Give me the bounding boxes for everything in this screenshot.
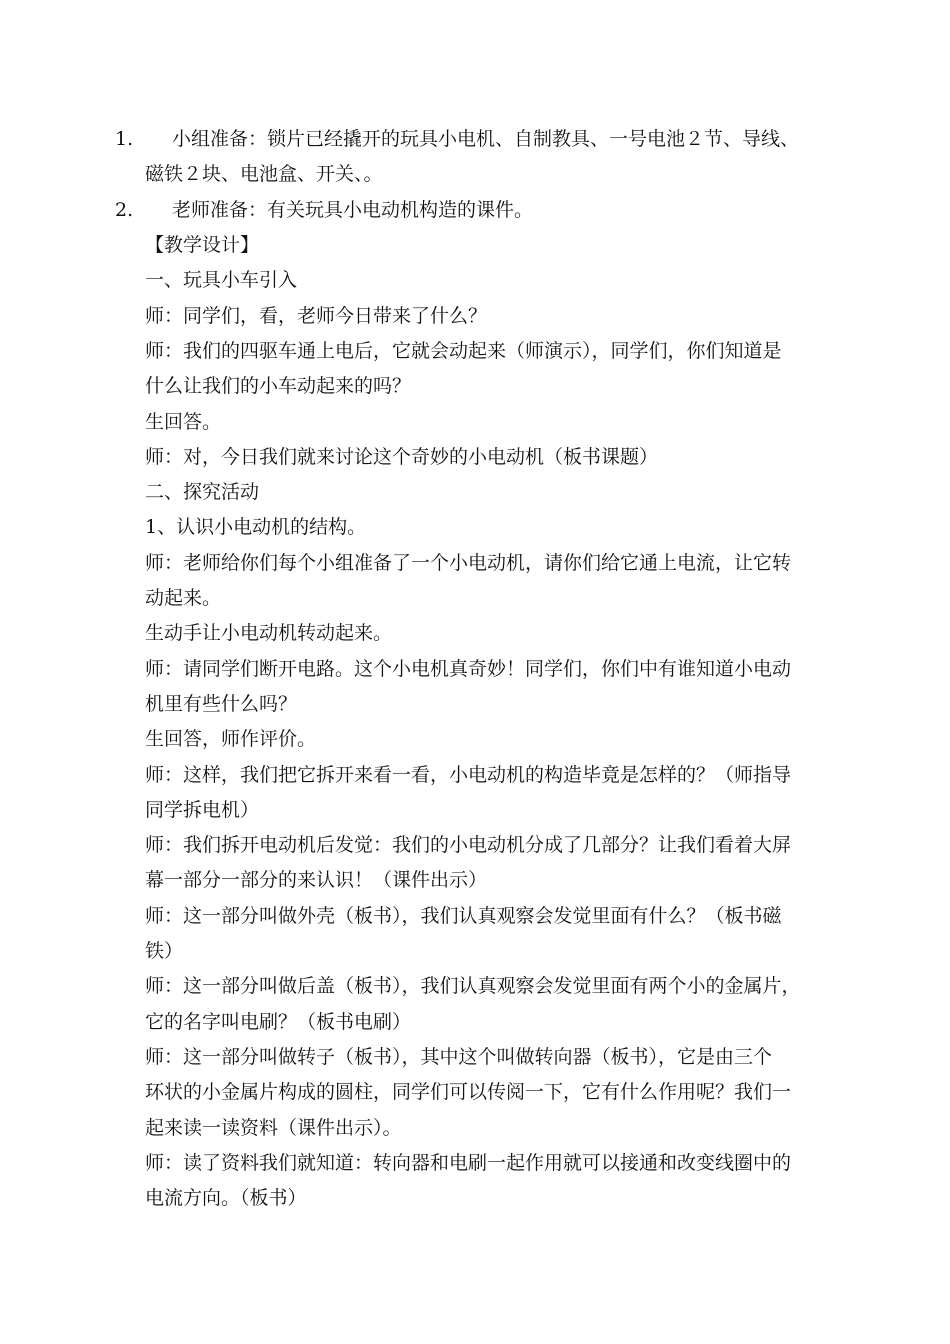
paragraph-line: 师：请同学们断开电路。这个小电机真奇妙！同学们，你们中有谁知道小电动 [145,658,792,680]
paragraph-line: 生回答，师作评价。 [145,728,317,750]
list-item-1-line-1: 小组准备：锁片已经撬开的玩具小电机、自制教具、一号电池２节、导线、 [172,128,800,150]
section-heading-inquiry: 二、探究活动 [145,481,260,503]
paragraph-line: 动起来。 [145,587,222,609]
paragraph-line: 什么让我们的小车动起来的吗？ [145,375,412,397]
paragraph-line: 幕一部分一部分的来认识！（课件出示） [145,869,488,891]
paragraph-line: 师：我们拆开电动机后发觉：我们的小电动机分成了几部分？让我们看着大屏 [145,834,792,856]
paragraph-line: 铁） [145,940,184,962]
subsection-heading: 1、认识小电动机的结构。 [145,516,367,538]
paragraph-line: 生回答。 [145,411,222,433]
paragraph-line: 师：读了资料我们就知道：转向器和电刷一起作用就可以接通和改变线圈中的 [145,1152,792,1174]
paragraph-line: 师：这一部分叫做转子（板书），其中这个叫做转向器（板书），它是由三个 [145,1046,773,1068]
paragraph-line: 起来读一读资料（课件出示）。 [145,1117,402,1139]
section-heading-teaching-design: 【教学设计】 [145,234,260,256]
paragraph-line: 同学拆电机） [145,799,260,821]
paragraph-line: 电流方向。（板书） [145,1187,307,1209]
paragraph-line: 师：对，今日我们就来讨论这个奇妙的小电动机（板书课题） [145,446,659,468]
paragraph-line: 师：这一部分叫做外壳（板书），我们认真观察会发觉里面有什么？（板书磁 [145,905,782,927]
list-item-2-line-1: 老师准备：有关玩具小电动机构造的课件。 [172,199,534,221]
paragraph-line: 师：这一部分叫做后盖（板书），我们认真观察会发觉里面有两个小的金属片， [145,975,801,997]
list-item-1-line-2: 磁铁２块、电池盒、开关、。 [145,163,383,185]
paragraph-line: 师：老师给你们每个小组准备了一个小电动机，请你们给它通上电流，让它转 [145,552,792,574]
list-number-2: 2. [115,199,134,221]
section-heading-intro: 一、玩具小车引入 [145,269,298,291]
list-number-1: 1. [115,128,134,150]
paragraph-line: 环状的小金属片构成的圆柱，同学们可以传阅一下，它有什么作用呢？我们一 [145,1081,792,1103]
paragraph-line: 机里有些什么吗？ [145,693,298,715]
paragraph-line: 生动手让小电动机转动起来。 [145,622,393,644]
paragraph-line: 师：这样，我们把它拆开来看一看，小电动机的构造毕竟是怎样的？（师指导 [145,764,792,786]
paragraph-line: 它的名字叫电刷？（板书电刷） [145,1011,412,1033]
paragraph-line: 师：同学们，看，老师今日带来了什么？ [145,305,488,327]
paragraph-line: 师：我们的四驱车通上电后，它就会动起来（师演示），同学们，你们知道是 [145,340,782,362]
